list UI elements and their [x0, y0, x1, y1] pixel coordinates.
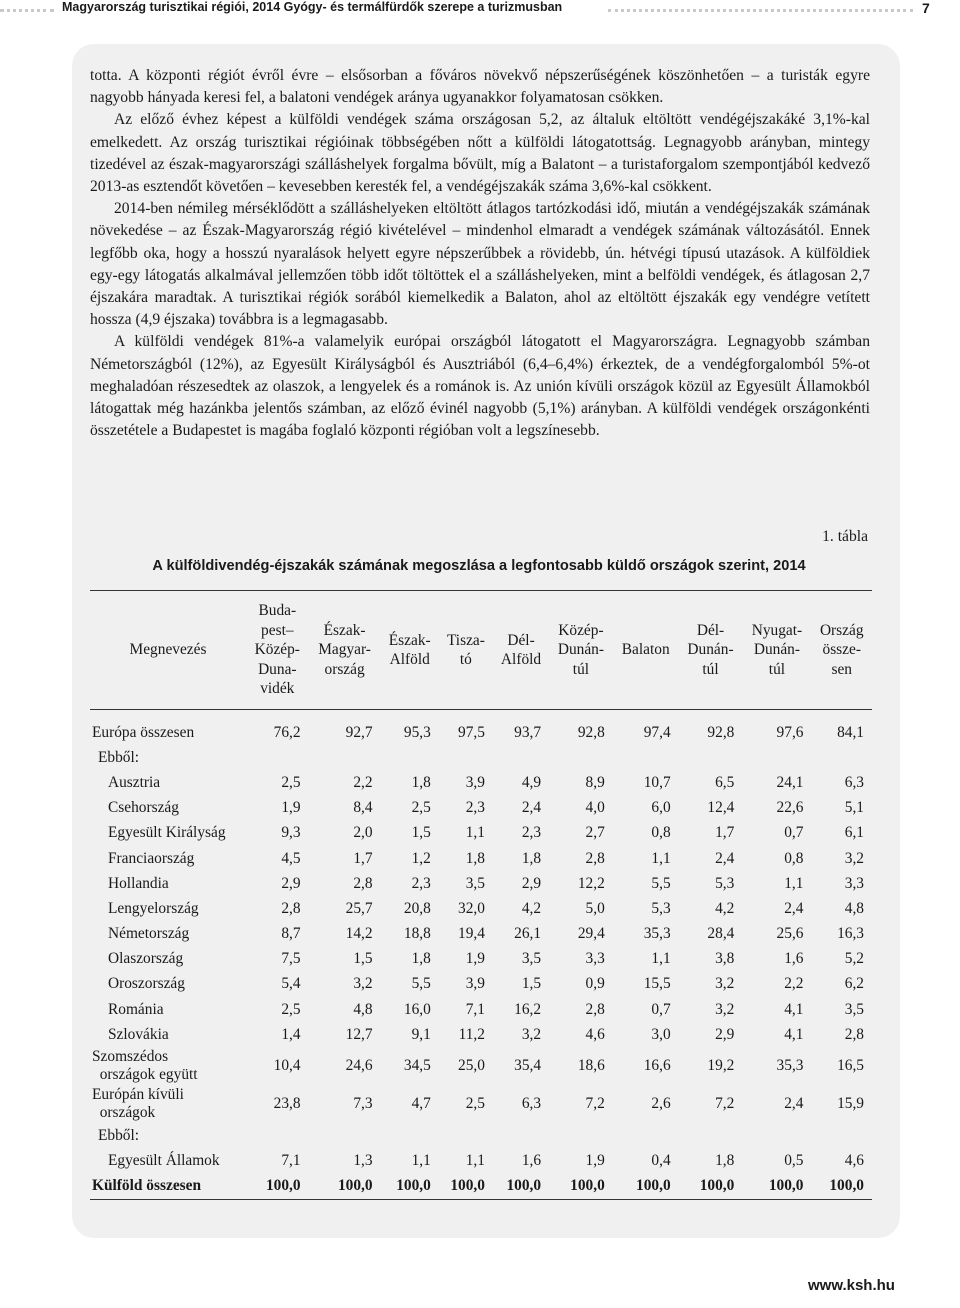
table-cell: 4,5: [281, 849, 301, 867]
table-cell: 4,9: [521, 773, 542, 791]
row-label: Külföld összesen: [90, 1174, 246, 1200]
table-cell: [309, 745, 381, 770]
table-cell: 100,0: [613, 1174, 679, 1200]
table-cell: 22,6: [776, 799, 804, 817]
table-row: [90, 745, 872, 770]
table-cell: 0,9: [585, 975, 605, 993]
table-row: [90, 1022, 872, 1047]
table-cell: 2,3: [411, 874, 431, 892]
table-cell: 84,1: [837, 723, 864, 741]
column-header: Ország össze- sen: [811, 591, 872, 710]
page-header: [0, 0, 960, 22]
table-cell: 2,2: [353, 773, 373, 791]
table-cell: 9,3: [281, 824, 301, 842]
table-cell: 1,5: [353, 950, 373, 968]
table-cell: 2,8: [585, 849, 605, 867]
table-cell: [679, 745, 743, 770]
table-cell: 5,3: [651, 899, 671, 917]
table-cell: 3,5: [521, 950, 542, 968]
table-cell: [811, 745, 872, 770]
row-label: Hollandia: [108, 874, 169, 892]
table-number: 1. tábla: [822, 528, 868, 545]
table-cell: 1,9: [281, 799, 301, 817]
table-cell: 1,1: [465, 1152, 485, 1170]
table-cell: 76,2: [273, 723, 301, 741]
table-cell: 7,3: [353, 1095, 373, 1113]
column-header-name: Megnevezés: [90, 591, 246, 710]
table-row: [90, 710, 872, 746]
table-cell: 6,0: [651, 799, 671, 817]
table-cell: 3,2: [715, 1000, 735, 1018]
table-cell: 6,5: [715, 773, 735, 791]
table-cell: 28,4: [707, 925, 735, 943]
table-cell: 100,0: [246, 1174, 309, 1200]
row-label: Egyesült Királyság: [108, 824, 226, 842]
table-row: [90, 997, 872, 1022]
row-label: Németország: [108, 925, 190, 943]
table-cell: 0,8: [784, 849, 804, 867]
table-cell: 3,9: [465, 975, 485, 993]
table-cell: 12,7: [345, 1025, 373, 1043]
table-cell: 1,7: [353, 849, 373, 867]
table-cell: 3,2: [353, 975, 373, 993]
table-cell: 2,4: [715, 849, 735, 867]
paragraph: 2014-ben némileg mérséklődött a szálláshelyeken eltöltött átlagos tartózkodási idő, miután a vendégéjszakák számának növekedése – az Észak-Magyarország régió kivételével – mindenhol elmaradt a vendégek számának változásától. Ennek legfőbb oka, hogy a hosszú nyaralások helyett egyre népszerűbbek a rövidebb, ún. hétvégi típusú utazások. A külföldiek egy-egy látogatás alkalmával jellemzően több időt töltöttek el a szálláshelyeken, mint a belföldi vendégek, és átlagosan 2,7 éjszakára maradtak. A turisztikai régiók sorából kiemelkedik a Balaton, ahol az eltöltött éjszakák egy vendégre vetített hossza (4,9 éjszaka) továbbra is a legmagasabb.: [90, 200, 870, 329]
table-cell: [549, 1123, 613, 1148]
table-row: [90, 972, 872, 997]
table-cell: 92,7: [345, 723, 373, 741]
table-cell: [742, 745, 811, 770]
table-cell: 5,1: [844, 799, 864, 817]
table-row: [90, 871, 872, 896]
header-dots-left: [0, 9, 54, 12]
table-cell: 18,6: [577, 1057, 605, 1075]
row-label: Ausztria: [108, 773, 161, 791]
table-cell: 92,8: [707, 723, 735, 741]
table-cell: 25,7: [345, 899, 373, 917]
column-header: Balaton: [613, 591, 679, 710]
row-label: Szlovákia: [108, 1025, 169, 1043]
table-cell: 7,2: [585, 1095, 605, 1113]
table-cell: 5,4: [281, 975, 301, 993]
column-header: Dél- Dunán- túl: [679, 591, 743, 710]
table-cell: 2,4: [784, 1095, 804, 1113]
table-cell: [309, 1123, 381, 1148]
table-cell: 1,6: [784, 950, 804, 968]
table-cell: 2,2: [784, 975, 804, 993]
table-cell: 7,1: [465, 1000, 485, 1018]
table-row: [90, 896, 872, 921]
table-cell: 5,0: [585, 899, 605, 917]
table-cell: 8,9: [585, 773, 605, 791]
table-cell: 4,1: [784, 1000, 804, 1018]
table-cell: 1,8: [411, 950, 431, 968]
table-cell: 0,4: [651, 1152, 671, 1170]
table-cell: 7,5: [281, 950, 301, 968]
column-header: Közép- Dunán- túl: [549, 591, 613, 710]
table-cell: 3,3: [844, 874, 864, 892]
table-cell: 2,4: [521, 799, 542, 817]
body-text: [90, 65, 870, 442]
table-cell: 19,4: [458, 925, 485, 943]
table-cell: 100,0: [309, 1174, 381, 1200]
table-cell: 3,3: [585, 950, 605, 968]
table-cell: 4,2: [521, 899, 542, 917]
paragraph: Az előző évhez képest a külföldi vendégek száma országosan 5,2, az általuk eltöltött vendégéjszakáké 3,1%-kal emelkedett. Az ország turisztikai régióinak többségében nőtt a külföldi látogatottság. Legnagyobb arányban, mintegy tizedével az észak-magyarországi szálláshelyek forgalma bővült, míg a Balatont – a turistaforgalom szempontjából kedvező 2013-as esztendőt követően – kevesebben keresték fel, a vendégéjszakák száma 3,6%-kal csökkent.: [90, 111, 870, 196]
table-cell: [811, 1123, 872, 1148]
table-cell: 15,5: [643, 975, 671, 993]
table-cell: 1,8: [465, 849, 485, 867]
table-cell: 0,7: [651, 1000, 671, 1018]
table-cell: 1,2: [411, 849, 431, 867]
row-label: Európán kívüli országok: [92, 1086, 184, 1122]
table-cell: 19,2: [707, 1057, 735, 1075]
table-cell: 3,9: [465, 773, 485, 791]
table-cell: 3,2: [715, 975, 735, 993]
table-cell: 2,4: [784, 899, 804, 917]
table-cell: 4,6: [844, 1152, 864, 1170]
row-label: Csehország: [108, 799, 179, 817]
table-cell: 24,1: [776, 773, 804, 791]
table-cell: 100,0: [493, 1174, 549, 1200]
table-row: [90, 947, 872, 972]
table-cell: 1,4: [281, 1025, 301, 1043]
table-cell: 93,7: [514, 723, 542, 741]
table-cell: 2,9: [521, 874, 542, 892]
table-cell: 4,8: [844, 899, 864, 917]
table-cell: 16,3: [837, 925, 864, 943]
footer-link[interactable]: www.ksh.hu: [808, 1277, 895, 1294]
table-cell: 2,8: [844, 1025, 864, 1043]
page-number: 7: [922, 0, 930, 16]
row-label: Ebből:: [98, 1127, 140, 1145]
row-label: Oroszország: [108, 975, 185, 993]
table-cell: 1,8: [411, 773, 431, 791]
table-cell: 12,2: [577, 874, 605, 892]
table-cell: 2,5: [465, 1095, 485, 1113]
paragraph: A külföldi vendégek 81%-a valamelyik európai országból látogatott el Magyarországra. Legnagyobb számban Németországból (12%), az Egyesült Királyságból és Ausztriából (6,4–6,4%) érkeztek, de a vendégforgalomból 5%-ot meghaladóan részesedtek az olaszok, a lengyelek és a románok is. Az unión kívüli országok közül az Egyesült Államokból látogattak még hazánkba jelentős számban, az előző évinél nagyobb (5,1%) arányban. A külföldi vendégek országonkénti összetétele a Budapestet is magába foglaló központi régióban volt a legszínesebb.: [90, 333, 870, 440]
table-cell: 1,1: [411, 1152, 431, 1170]
column-header: Nyugat- Dunán- túl: [742, 591, 811, 710]
table-cell: 35,3: [643, 925, 671, 943]
table-cell: 26,1: [514, 925, 542, 943]
table-header-row: [90, 591, 872, 710]
table-cell: 7,2: [715, 1095, 735, 1113]
table-cell: 1,5: [411, 824, 431, 842]
table-cell: 3,5: [465, 874, 485, 892]
table-cell: 6,1: [844, 824, 864, 842]
table-cell: 2,5: [411, 799, 431, 817]
table-cell: 12,4: [707, 799, 735, 817]
row-label: Európa összesen: [92, 723, 195, 741]
table-cell: 6,2: [844, 975, 864, 993]
table-cell: 1,3: [353, 1152, 373, 1170]
table-cell: 20,8: [403, 899, 431, 917]
table-cell: 100,0: [811, 1174, 872, 1200]
table-cell: [742, 1123, 811, 1148]
table-cell: 2,3: [465, 799, 485, 817]
column-header: Tisza- tó: [439, 591, 493, 710]
column-header: Észak- Alföld: [381, 591, 439, 710]
table-cell: 2,6: [651, 1095, 671, 1113]
table-row: [90, 922, 872, 947]
table-cell: 11,2: [458, 1025, 485, 1043]
table-cell: 97,4: [643, 723, 671, 741]
table-cell: 1,9: [585, 1152, 605, 1170]
table-cell: 100,0: [381, 1174, 439, 1200]
table-cell: 23,8: [273, 1095, 301, 1113]
table-cell: 2,9: [281, 874, 301, 892]
table-cell: 8,7: [281, 925, 301, 943]
table-cell: 2,9: [715, 1025, 735, 1043]
table-cell: 1,7: [715, 824, 735, 842]
table-cell: 1,9: [465, 950, 485, 968]
table-title: A külföldivendég-éjszakák számának megoszlása a legfontosabb küldő országok szerint, 2014: [152, 558, 806, 574]
table-cell: 32,0: [458, 899, 485, 917]
table-cell: [439, 745, 493, 770]
table-cell: 4,2: [715, 899, 735, 917]
table-cell: 3,8: [715, 950, 735, 968]
table-cell: 1,6: [521, 1152, 542, 1170]
column-header: Dél- Alföld: [493, 591, 549, 710]
table-cell: 95,3: [403, 723, 431, 741]
table-cell: 8,4: [353, 799, 373, 817]
table-cell: 1,1: [651, 849, 671, 867]
table-cell: 100,0: [549, 1174, 613, 1200]
table-cell: 4,1: [784, 1025, 804, 1043]
table-cell: 100,0: [742, 1174, 811, 1200]
table-cell: 2,7: [585, 824, 605, 842]
table-row: [90, 1123, 872, 1148]
table-cell: 1,8: [521, 849, 542, 867]
table-cell: 1,1: [784, 874, 804, 892]
table-cell: 10,4: [273, 1057, 301, 1075]
header-title: Magyarország turisztikai régiói, 2014 Gyógy- és termálfürdők szerepe a turizmusban: [62, 0, 563, 14]
row-label: Olaszország: [108, 950, 184, 968]
table-row: [90, 821, 872, 846]
table-cell: 2,8: [281, 899, 301, 917]
table-cell: 34,5: [403, 1057, 431, 1075]
table-cell: 35,3: [776, 1057, 804, 1075]
table-row: [90, 1047, 872, 1085]
table-row: [90, 796, 872, 821]
table-cell: 1,5: [521, 975, 542, 993]
table-cell: 0,7: [784, 824, 804, 842]
table-cell: 2,8: [353, 874, 373, 892]
table-cell: [493, 745, 549, 770]
table-cell: 4,7: [411, 1095, 431, 1113]
table-cell: 2,5: [281, 773, 301, 791]
table-cell: 16,6: [643, 1057, 671, 1075]
table-cell: 3,0: [651, 1025, 671, 1043]
paragraph: totta. A központi régiót évről évre – elsősorban a főváros növekvő népszerűségének köszönhetően – a turisták egyre nagyobb hányada keresi fel, a balatoni vendégek aránya ugyanakkor folyamatosan csökken.: [90, 67, 870, 107]
table-cell: 100,0: [679, 1174, 743, 1200]
table-cell: [679, 1123, 743, 1148]
table-cell: 4,8: [353, 1000, 373, 1018]
table-cell: 5,5: [651, 874, 671, 892]
table-cell: 0,8: [651, 824, 671, 842]
table-cell: 100,0: [439, 1174, 493, 1200]
table-cell: [381, 1123, 439, 1148]
table-cell: 10,7: [643, 773, 671, 791]
table-row: [90, 846, 872, 871]
row-label: Egyesült Államok: [108, 1152, 220, 1170]
table-cell: 2,8: [585, 1000, 605, 1018]
table-cell: 29,4: [577, 925, 605, 943]
table-cell: 2,5: [281, 1000, 301, 1018]
table-cell: 16,5: [837, 1057, 864, 1075]
table-cell: 16,0: [403, 1000, 431, 1018]
table-cell: 14,2: [345, 925, 373, 943]
table-cell: [493, 1123, 549, 1148]
table-cell: 1,8: [715, 1152, 735, 1170]
column-header: Buda- pest– Közép- Duna- vidék: [246, 591, 309, 710]
table-cell: 6,3: [844, 773, 864, 791]
table-row: [90, 1085, 872, 1123]
table-cell: 4,0: [585, 799, 605, 817]
table-cell: [613, 1123, 679, 1148]
table-cell: 3,2: [521, 1025, 542, 1043]
data-table: [90, 590, 872, 1200]
table-cell: [439, 1123, 493, 1148]
table-cell: 4,6: [585, 1025, 605, 1043]
table-cell: 24,6: [345, 1057, 373, 1075]
table-cell: [246, 745, 309, 770]
table-cell: 35,4: [514, 1057, 542, 1075]
table-cell: 3,2: [844, 849, 864, 867]
table-cell: [549, 745, 613, 770]
table-cell: 2,3: [521, 824, 542, 842]
table-cell: 25,0: [458, 1057, 485, 1075]
table-cell: 18,8: [403, 925, 431, 943]
row-label: Franciaország: [108, 849, 195, 867]
table-cell: 97,6: [776, 723, 804, 741]
table-cell: 16,2: [514, 1000, 542, 1018]
table-row: [90, 1174, 872, 1200]
table-cell: [613, 745, 679, 770]
table-cell: 25,6: [776, 925, 804, 943]
table-cell: 3,5: [844, 1000, 864, 1018]
table-row: [90, 770, 872, 795]
table-cell: 5,2: [844, 950, 864, 968]
table-cell: 9,1: [411, 1025, 431, 1043]
table-cell: 0,5: [784, 1152, 804, 1170]
table-cell: 1,1: [465, 824, 485, 842]
row-label: Ebből:: [98, 748, 140, 766]
table-cell: 2,0: [353, 824, 373, 842]
table-cell: 5,5: [411, 975, 431, 993]
table-row: [90, 1149, 872, 1174]
table-cell: [246, 1123, 309, 1148]
row-label: Lengyelország: [108, 899, 199, 917]
header-dots-right: [608, 9, 913, 12]
table-cell: 5,3: [715, 874, 735, 892]
table-cell: 97,5: [458, 723, 485, 741]
table-cell: 7,1: [281, 1152, 301, 1170]
column-header: Észak- Magyar- ország: [309, 591, 381, 710]
table-cell: 1,1: [651, 950, 671, 968]
table-cell: 15,9: [837, 1095, 864, 1113]
table-cell: 6,3: [521, 1095, 542, 1113]
table-cell: [381, 745, 439, 770]
table-cell: 92,8: [577, 723, 605, 741]
row-label: Románia: [108, 1000, 164, 1018]
row-label: Szomszédos országok együtt: [92, 1048, 198, 1084]
